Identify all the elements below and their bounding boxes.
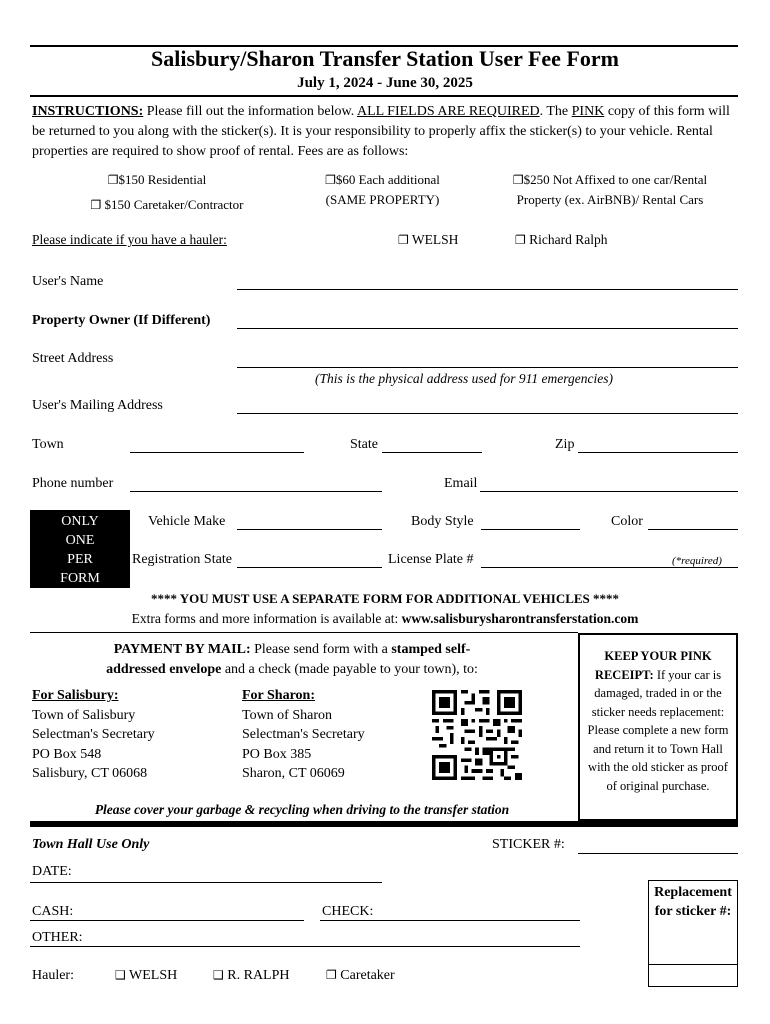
registration-state-label: Registration State: [132, 552, 232, 567]
email-label: Email: [444, 476, 478, 491]
form-dates: July 1, 2024 - June 30, 2025: [297, 75, 473, 91]
address-line: Sharon, CT 06069: [242, 766, 345, 781]
sticker-number-label: STICKER #:: [492, 837, 565, 852]
phone-field[interactable]: [130, 491, 382, 492]
badge-line: ONE: [65, 533, 95, 548]
replacement-label: for sticker #:: [654, 904, 732, 919]
registration-state-field[interactable]: [237, 567, 382, 568]
payment-envelope: addressed envelope: [106, 662, 222, 677]
property-owner-field[interactable]: [237, 328, 738, 329]
instructions-text-3: copy of this form will be returned to you along with the sticker(s). It is your responsibility to properly affix the sticker(s) to your vehicle. Rental properties are required to show proof of rental. Fees are as follows:: [32, 104, 730, 159]
checkbox-icon[interactable]: ❐: [398, 233, 409, 247]
hauler-welsh-option[interactable]: [398, 232, 458, 248]
address-line: Salisbury, CT 06068: [32, 766, 148, 781]
instructions-label: INSTRUCTIONS:: [32, 104, 144, 119]
town-label: Town: [32, 437, 64, 452]
checkbox-icon[interactable]: ❑: [213, 968, 224, 982]
checkbox-icon[interactable]: ❐: [325, 173, 336, 187]
street-address-note: (This is the physical address used for 911 emergencies): [315, 371, 613, 386]
extra-forms-notice: [0, 611, 770, 627]
hauler-ralph-option[interactable]: [515, 232, 608, 248]
pink-label: PINK: [571, 104, 605, 119]
replacement-divider: [648, 964, 738, 965]
email-field[interactable]: [480, 491, 738, 492]
payment-top-rule: [30, 632, 578, 633]
replacement-sticker-box[interactable]: [648, 880, 738, 987]
address-line: Selectman's Secretary: [242, 727, 365, 742]
sharon-address: [242, 686, 365, 784]
fee-not-affixed-note: Property (ex. AirBNB)/ Rental Cars: [516, 192, 704, 207]
address-line: Town of Salisbury: [32, 707, 136, 723]
hauler-ralph-label: Richard Ralph: [525, 232, 608, 247]
badge-line: FORM: [60, 571, 100, 586]
office-ralph-label: R. RALPH: [223, 968, 290, 983]
mailing-address-field[interactable]: [237, 413, 738, 414]
checkbox-icon[interactable]: ❐: [512, 173, 524, 187]
sharon-heading: For Sharon:: [242, 688, 315, 703]
office-hauler-ralph[interactable]: [213, 968, 290, 984]
office-hauler-label: Hauler:: [32, 968, 74, 983]
street-address-label: Street Address: [32, 351, 114, 366]
instructions: [32, 102, 738, 162]
badge-line: PER: [67, 552, 93, 567]
license-plate-label: License Plate #: [388, 552, 474, 567]
office-section-rule: [30, 821, 738, 827]
payment-label: PAYMENT BY MAIL:: [113, 642, 251, 657]
office-date-label: DATE:: [32, 864, 72, 879]
fee-additional-note: (SAME PROPERTY): [325, 192, 440, 207]
address-line: PO Box 385: [242, 746, 312, 762]
payment-text-1: Please send form with a: [250, 642, 392, 657]
title-rule: [30, 95, 738, 97]
fee-option-residential[interactable]: [82, 170, 232, 190]
color-field[interactable]: [648, 529, 738, 530]
body-style-field[interactable]: [481, 529, 580, 530]
color-label: Color: [611, 514, 643, 529]
fee-option-additional[interactable]: [300, 170, 465, 210]
office-hauler-caretaker[interactable]: [326, 968, 395, 984]
zip-field[interactable]: [578, 452, 738, 453]
checkbox-icon[interactable]: ❐: [107, 173, 119, 187]
office-caretaker-label: Caretaker: [336, 968, 395, 983]
pink-receipt-box: [578, 633, 738, 821]
pink-receipt-heading: KEEP YOUR PINK RECEIPT:: [594, 649, 712, 682]
office-welsh-label: WELSH: [125, 968, 178, 983]
salisbury-heading: For Salisbury:: [32, 688, 119, 703]
body-style-label: Body Style: [411, 514, 474, 529]
checkbox-icon[interactable]: ❐: [515, 233, 526, 247]
payment-stamped: stamped self-: [391, 642, 471, 657]
office-check-label: CHECK:: [322, 904, 374, 919]
payment-text-2: and a check (made payable to your town), to:: [221, 662, 478, 677]
only-one-per-form-badge: [30, 510, 130, 588]
fee-additional-label: $60 Each additional: [335, 172, 440, 187]
form-title: Salisbury/Sharon Transfer Station User Fee Form: [151, 46, 619, 71]
state-field[interactable]: [382, 452, 482, 453]
address-line: PO Box 548: [32, 746, 102, 762]
fee-residential-label: $150 Residential: [118, 172, 207, 187]
fee-option-caretaker[interactable]: [72, 195, 262, 215]
phone-label: Phone number: [32, 476, 114, 491]
sticker-number-field[interactable]: [578, 853, 738, 854]
pink-receipt-text: If your car is damaged, traded in or the sticker needs replacement: Please complete a new form and return it to Town Hall with the old sticker as proof of original purchase.: [587, 667, 729, 793]
town-field[interactable]: [130, 452, 304, 453]
vehicle-make-field[interactable]: [237, 529, 382, 530]
office-cash-field[interactable]: [30, 920, 304, 921]
vehicle-make-label: Vehicle Make: [148, 514, 226, 529]
license-plate-field[interactable]: [481, 567, 738, 568]
cover-garbage-note: Please cover your garbage & recycling when driving to the transfer station: [94, 802, 510, 817]
office-other-field[interactable]: [30, 946, 580, 947]
required-note: (*required): [672, 555, 722, 567]
fee-caretaker-label: $150 Caretaker/Contractor: [101, 197, 244, 212]
salisbury-address: [32, 686, 155, 784]
office-cash-label: CASH:: [32, 904, 74, 919]
address-line: Selectman's Secretary: [32, 727, 155, 742]
state-label: State: [350, 437, 378, 452]
payment-instructions: [32, 640, 552, 680]
separate-form-notice: **** YOU MUST USE A SEPARATE FORM FOR ADDITIONAL VEHICLES ****: [150, 591, 620, 606]
users-name-field[interactable]: [237, 289, 738, 290]
property-owner-label: Property Owner (If Different): [32, 313, 211, 328]
fee-option-not-affixed[interactable]: [492, 170, 728, 210]
replacement-label: Replacement: [654, 885, 732, 900]
office-check-field[interactable]: [320, 920, 580, 921]
street-address-field[interactable]: [237, 367, 738, 368]
hauler-welsh-label: WELSH: [408, 232, 459, 247]
zip-label: Zip: [555, 437, 575, 452]
mailing-address-label: User's Mailing Address: [32, 398, 163, 413]
office-hauler-welsh[interactable]: [115, 968, 177, 984]
instructions-text-2: . The: [539, 104, 572, 119]
users-name-label: User's Name: [32, 274, 104, 289]
extra-forms-text: Extra forms and more information is available at:: [131, 611, 402, 626]
checkbox-icon[interactable]: ❐: [326, 968, 337, 982]
office-date-field[interactable]: [30, 882, 382, 883]
address-line: Town of Sharon: [242, 707, 333, 723]
website-link[interactable]: www.salisburysharontransferstation.com: [401, 611, 639, 626]
office-other-label: OTHER:: [32, 930, 83, 945]
town-hall-use-only: Town Hall Use Only: [32, 837, 150, 852]
badge-line: ONLY: [61, 514, 99, 529]
checkbox-icon[interactable]: ❐: [90, 198, 102, 212]
all-fields-required: ALL FIELDS ARE REQUIRED: [356, 104, 540, 119]
fee-not-affixed-label: $250 Not Affixed to one car/Rental: [523, 172, 708, 187]
instructions-text-1: Please fill out the information below.: [143, 104, 357, 119]
checkbox-icon[interactable]: ❑: [115, 968, 126, 982]
qr-code-icon[interactable]: [428, 690, 526, 780]
hauler-prompt: Please indicate if you have a hauler:: [32, 232, 227, 247]
